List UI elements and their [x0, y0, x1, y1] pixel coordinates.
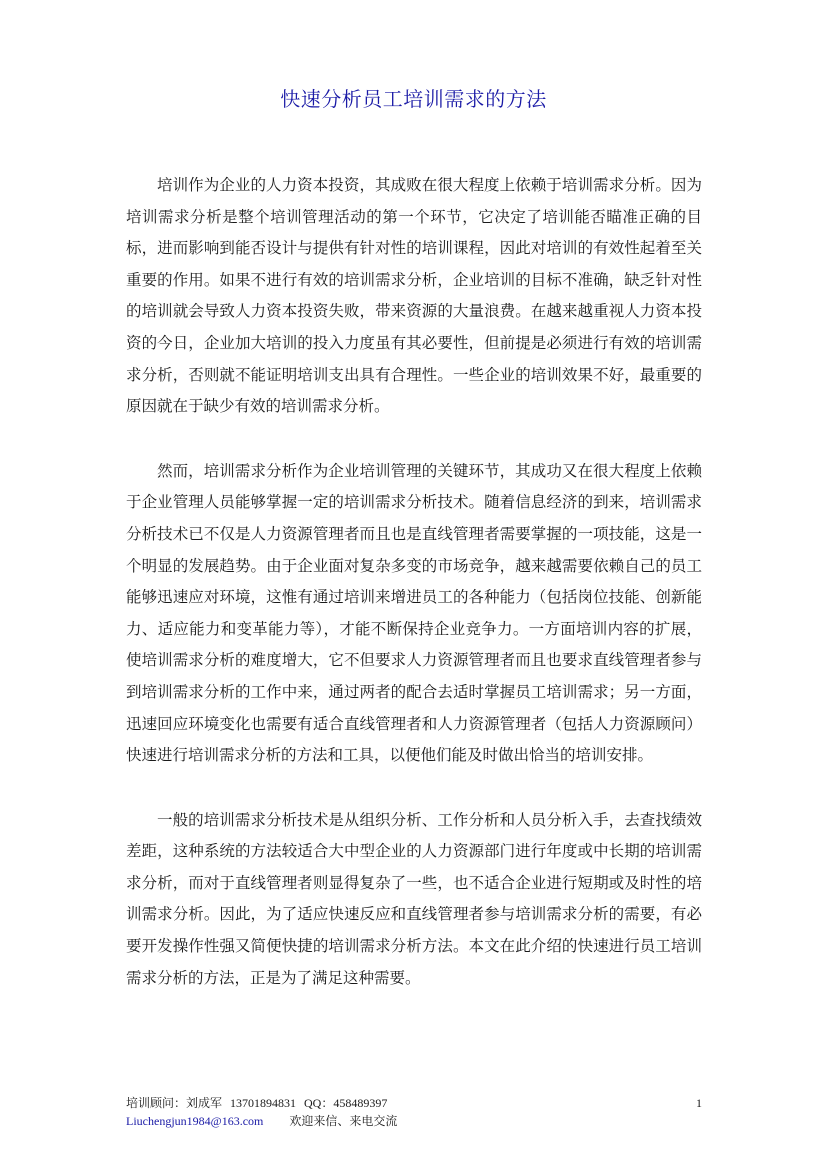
paragraph-1: 培训作为企业的人力资本投资，其成败在很大程度上依赖于培训需求分析。因为培训需求分析是整个培训管理活动的第一个环节，它决定了培训能否瞄准正确的目标，进而影响到能否设计与提供有针对性的培训课程，因此对培训的有效性起着至关重要的作用。如果不进行有效的培训需求分析，企业培训的目标不准确，缺乏针对性的培训就会导致人力资本投资失败，带来资源的大量浪费。在越来越重视人力资本投资的今日，企业加大培训的投入力度虽有其必要性，但前提是必须进行有效的培训需求分析，否则就不能证明培训支出具有合理性。一些企业的培训效果不好，最重要的原因就在于缺少有效的培训需求分析。	[126, 176, 702, 416]
document-body	[126, 170, 702, 1027]
footer-note: 欢迎来信、来电交流	[289, 1114, 398, 1128]
footer-consultant: 培训顾问：刘成军	[126, 1096, 223, 1110]
footer-contact-line	[126, 1094, 702, 1112]
page-title: 快速分析员工培训需求的方法	[280, 87, 547, 111]
footer-email-link[interactable]: Liuchengjun1984@163.com	[126, 1114, 264, 1128]
footer-email-line	[126, 1112, 702, 1130]
page-footer	[126, 1094, 702, 1130]
paragraph-3: 一般的培训需求分析技术是从组织分析、工作分析和人员分析入手，去查找绩效差距，这种系统的方法较适合大中型企业的人力资源部门进行年度或中长期的培训需求分析，而对于直线管理者则显得复杂了一些，也不适合企业进行短期或及时性的培训需求分析。因此，为了适应快速反应和直线管理者参与培训需求分析的需要，有必要开发操作性强又简便快捷的培训需求分析方法。本文在此介绍的快速进行员工培训需求分析的方法，正是为了满足这种需要。	[126, 810, 702, 987]
footer-phone: 13701894831	[230, 1096, 297, 1110]
paragraph-2: 然而，培训需求分析作为企业培训管理的关键环节，其成功又在很大程度上依赖于企业管理人员能够掌握一定的培训需求分析技术。随着信息经济的到来，培训需求分析技术已不仅是人力资源管理者而且也是直线管理者需要掌握的一项技能，这是一个明显的发展趋势。由于企业面对复杂多变的市场竞争，越来越需要依赖自己的员工能够迅速应对环境，这惟有通过培训来增进员工的各种能力（包括岗位技能、创新能力、适应能力和变革能力等），才能不断保持企业竞争力。一方面培训内容的扩展，使培训需求分析的难度增大，它不但要求人力资源管理者而且也要求直线管理者参与到培训需求分析的工作中来，通过两者的配合去适时掌握员工培训需求；另一方面，迅速回应环境变化也需要有适合直线管理者和人力资源管理者（包括人力资源顾问）快速进行培训需求分析的方法和工具，以便他们能及时做出恰当的培训安排。	[126, 461, 702, 765]
page-number: 1	[696, 1096, 702, 1110]
footer-qq: QQ：458489397	[304, 1096, 388, 1110]
